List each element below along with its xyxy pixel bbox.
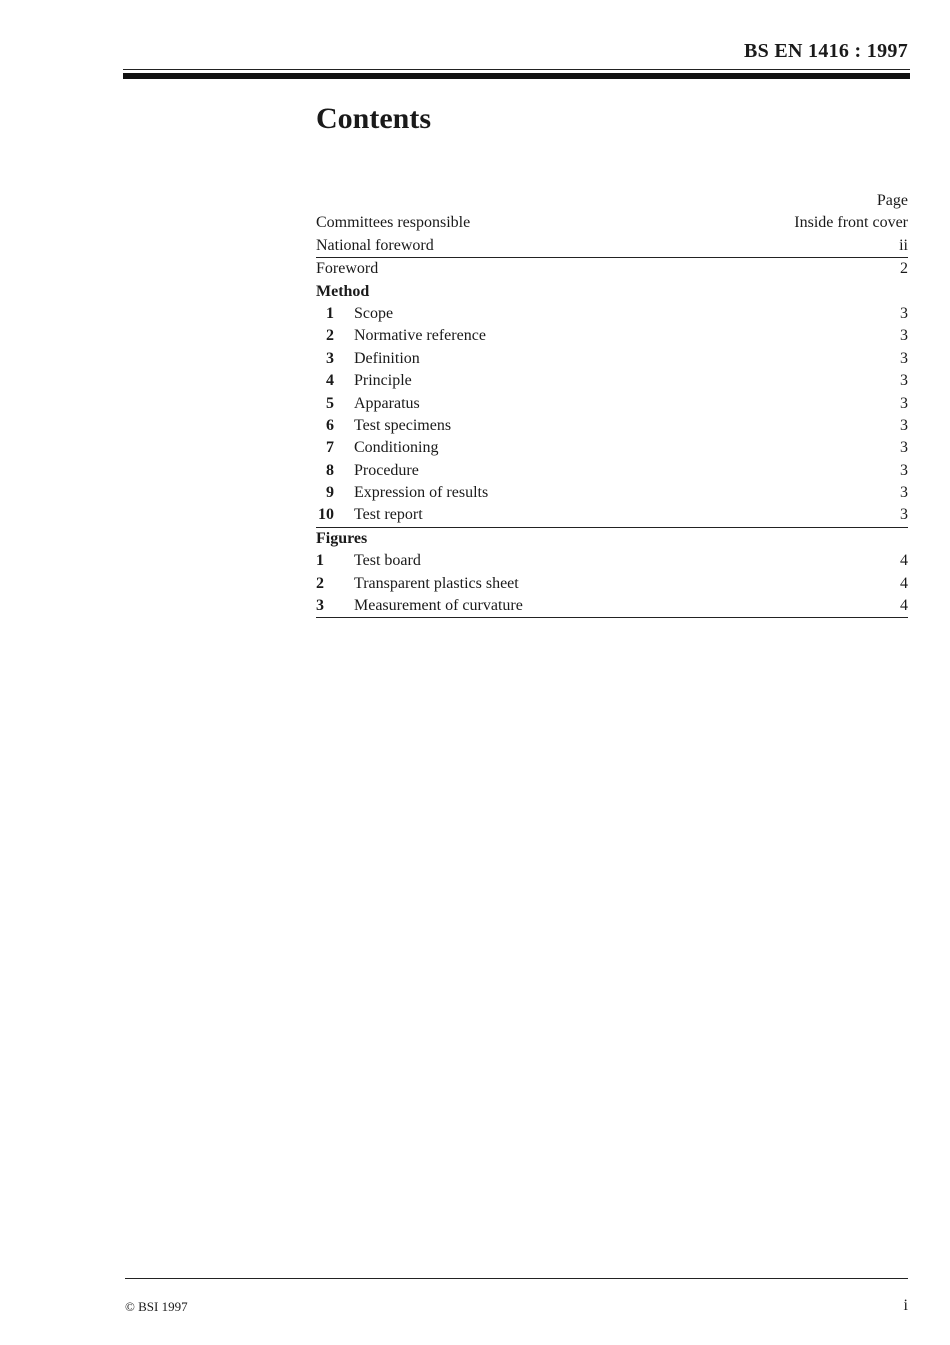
clause-number: 3: [326, 349, 334, 367]
footer-rule: [125, 1278, 908, 1279]
toc-entry-label: Test board: [354, 552, 421, 570]
figure-number: 2: [316, 574, 324, 592]
toc-entry-figure-measurement-of-curvature[interactable]: [316, 595, 908, 618]
toc-entry-figure-test-board[interactable]: [316, 550, 908, 572]
toc-entry-expression-of-results[interactable]: [316, 482, 908, 504]
clause-number: 6: [326, 416, 334, 434]
toc-entry-page: 4: [900, 574, 908, 592]
toc-entry-label: Foreword: [316, 260, 379, 278]
toc-entry-scope[interactable]: [316, 303, 908, 325]
toc-entry-label: Definition: [354, 349, 420, 367]
clause-number: 7: [326, 439, 334, 457]
clause-number: 10: [318, 506, 334, 524]
page-number: i: [903, 1297, 908, 1314]
toc-entry-label: Committees responsible: [316, 214, 471, 232]
toc-entry-label: Procedure: [354, 461, 419, 479]
clause-number: 9: [326, 484, 334, 502]
toc-entry-page: 3: [900, 349, 908, 367]
clause-number: 4: [326, 372, 334, 390]
page-column-label: Page: [876, 192, 908, 209]
toc-section-figures: [316, 528, 908, 550]
toc-entry-label: Test report: [354, 506, 423, 524]
toc-entry-label: Test specimens: [354, 416, 452, 434]
toc-section-method: [316, 281, 908, 303]
toc-entry-page: 2: [900, 260, 908, 278]
toc-entry-label: National foreword: [316, 236, 434, 254]
toc-entry-page: 4: [900, 597, 908, 615]
toc-entry-page: 3: [900, 484, 908, 502]
toc-entry-page: 4: [900, 552, 908, 570]
toc-entry-page: 3: [900, 304, 908, 322]
toc-entry-test-report[interactable]: [316, 504, 908, 527]
toc-entry-label: Measurement of curvature: [354, 597, 523, 615]
toc-entry-label: Expression of results: [354, 484, 489, 502]
toc-entry-test-specimens[interactable]: [316, 415, 908, 437]
clause-number: 2: [326, 327, 334, 345]
clause-number: 1: [326, 304, 334, 322]
toc-entry-committees[interactable]: [316, 212, 908, 234]
toc-entry-label: Conditioning: [354, 439, 439, 457]
toc-entry-label: Apparatus: [354, 394, 420, 412]
copyright-notice: © BSI 1997: [125, 1299, 188, 1314]
toc-entry-national-foreword[interactable]: [316, 235, 908, 258]
toc-entry-principle[interactable]: [316, 370, 908, 392]
figure-number: 3: [316, 597, 324, 615]
page-title: Contents: [316, 102, 432, 135]
toc-entry-label: Normative reference: [354, 327, 486, 345]
standard-number: BS EN 1416 : 1997: [743, 40, 908, 62]
toc-entry-label: Scope: [354, 304, 394, 322]
toc-entry-page: 3: [900, 506, 908, 524]
toc-entry-figure-transparent-sheet[interactable]: [316, 573, 908, 595]
clause-number: 5: [326, 394, 334, 412]
toc-page-column-header: [316, 190, 908, 212]
toc-entry-page: 3: [900, 461, 908, 479]
toc-entry-page: ii: [899, 236, 908, 254]
figure-number: 1: [316, 552, 324, 570]
toc-entry-normative-reference[interactable]: [316, 325, 908, 347]
header-rule-thick: [123, 73, 910, 79]
toc-entry-page: 3: [900, 372, 908, 390]
toc-entry-page: 3: [900, 439, 908, 457]
header-rule-thin: [123, 69, 910, 70]
toc-entry-foreword[interactable]: [316, 258, 908, 280]
section-heading: Figures: [316, 529, 368, 547]
section-heading: Method: [316, 282, 370, 300]
table-of-contents: [316, 190, 908, 618]
toc-entry-label: Transparent plastics sheet: [354, 574, 519, 592]
toc-entry-definition[interactable]: [316, 348, 908, 370]
toc-entry-page: 3: [900, 394, 908, 412]
toc-entry-page: 3: [900, 327, 908, 345]
clause-number: 8: [326, 461, 334, 479]
toc-entry-page: Inside front cover: [794, 214, 908, 232]
toc-entry-apparatus[interactable]: [316, 393, 908, 415]
toc-entry-label: Principle: [354, 372, 412, 390]
toc-entry-page: 3: [900, 416, 908, 434]
toc-entry-conditioning[interactable]: [316, 437, 908, 459]
toc-entry-procedure[interactable]: [316, 460, 908, 482]
